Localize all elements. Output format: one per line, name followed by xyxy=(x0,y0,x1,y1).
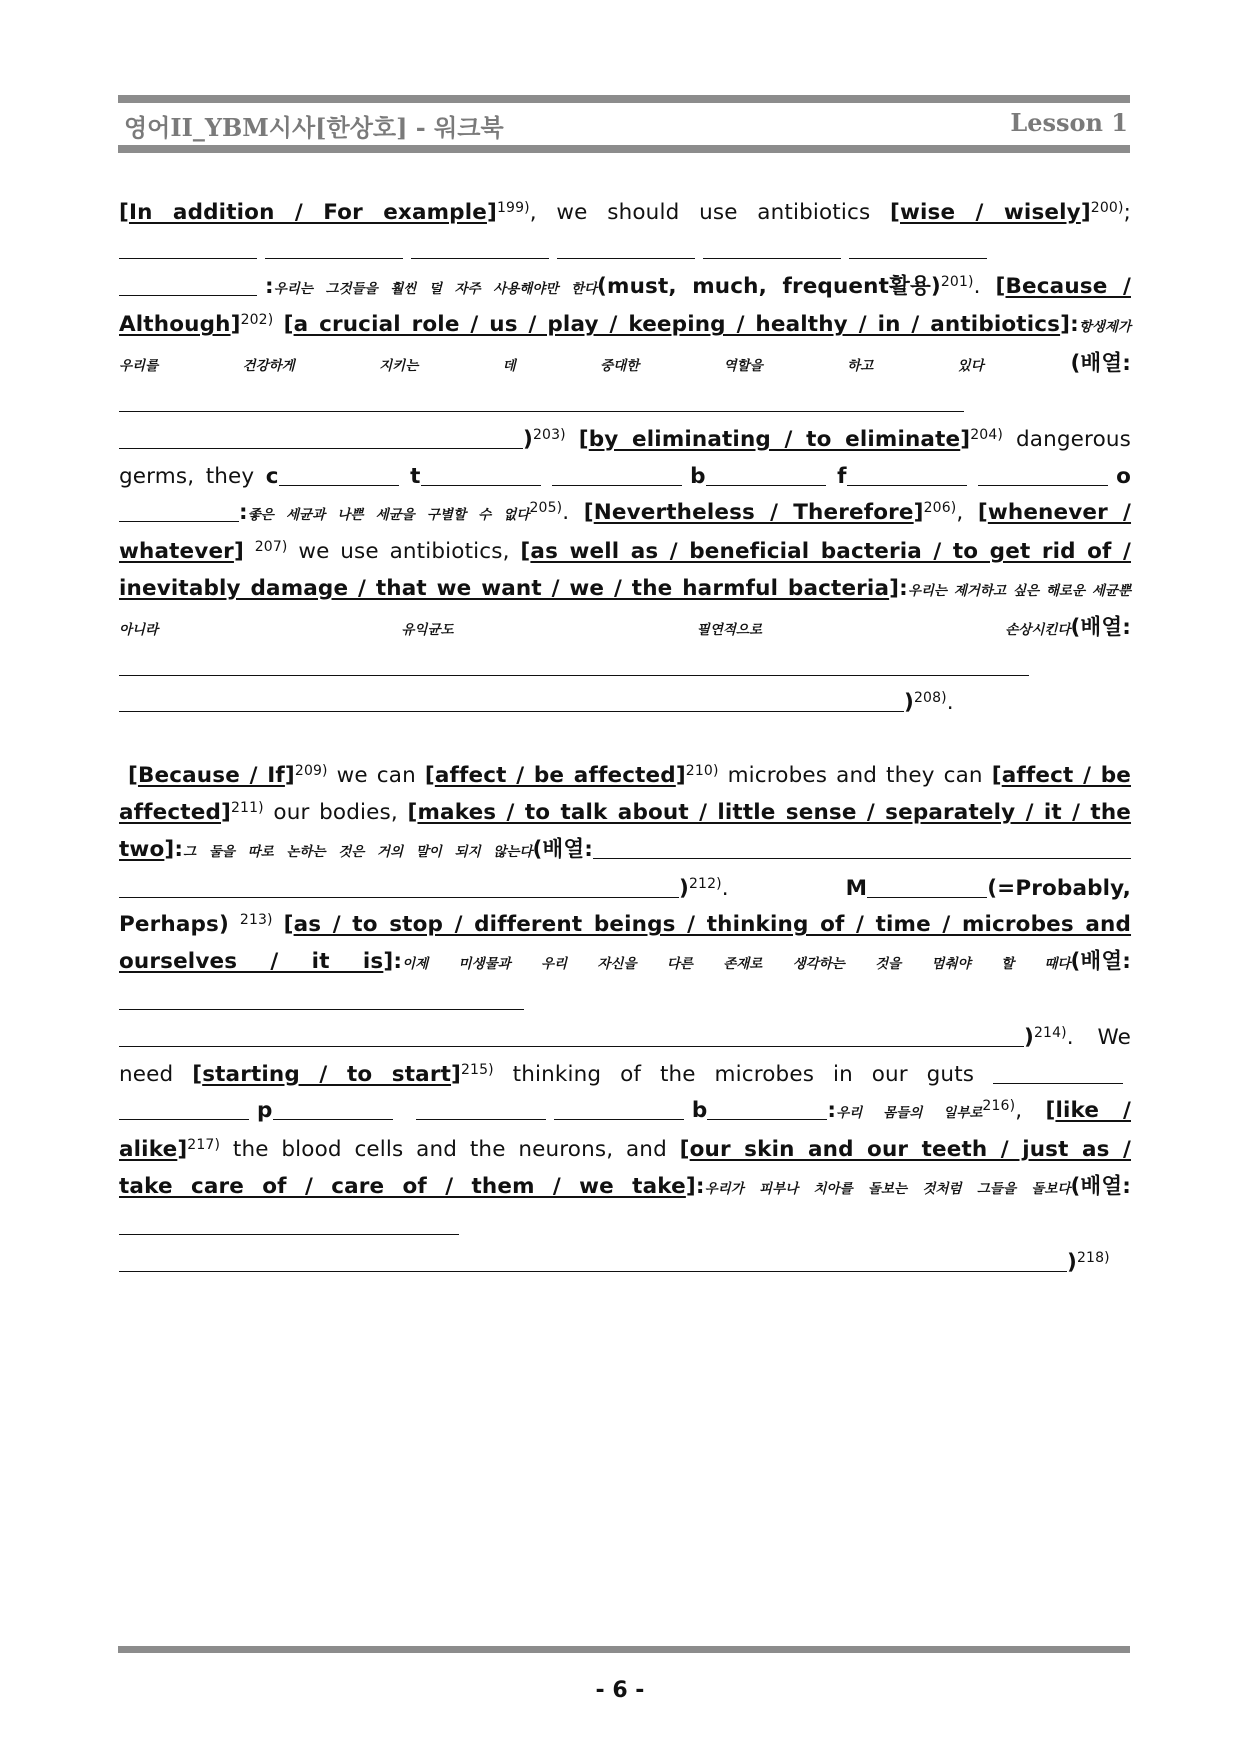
item-number: 206) xyxy=(923,500,957,517)
answer-blank[interactable] xyxy=(265,236,403,259)
answer-blank[interactable] xyxy=(119,236,257,259)
answer-blank[interactable] xyxy=(411,236,549,259)
text: we use antibiotics, xyxy=(287,539,521,565)
close-paren: ) xyxy=(1024,1024,1034,1050)
header-top-rule xyxy=(118,95,1130,103)
item-number: 207) xyxy=(254,539,288,556)
choice-204[interactable]: by eliminating / to eliminate xyxy=(588,426,961,452)
answer-blank[interactable] xyxy=(119,273,257,296)
header-title: 영어II_YBM시사[한상호] - 워크북 xyxy=(124,113,504,142)
item-number: 205) xyxy=(529,500,563,517)
initial-blank-o[interactable]: o xyxy=(119,464,1131,526)
item-number: 201) xyxy=(940,273,974,290)
answer-blank[interactable] xyxy=(554,1097,684,1120)
colon: : xyxy=(265,273,274,299)
text: we can xyxy=(327,763,425,789)
korean-gloss: 우리는 제거하고 싶은 해로운 세균뿐 아니라 유익균도 필연적으로 손상시킨다 xyxy=(119,582,1131,638)
close-paren: ) xyxy=(679,875,689,901)
answer-blank[interactable] xyxy=(849,236,987,259)
choice-200[interactable]: wise / wisely xyxy=(900,200,1081,225)
header-bottom-rule xyxy=(118,145,1130,153)
colon: : xyxy=(827,1098,837,1124)
exercise-paragraph-2: [Because / If]$^{209)}$ we can [affect / be affected]$^{210)}$ microbes and they can [affect / be affected]$^{211)}$ our bodies, [makes / to talk about / little sense / separately / it / the two]:그 둘을 따로 논하는 것은 거의 말이 되지 않는다(배열: )$^{212)}$. M (=Probably, Perhaps) $^{213)}$ [as / to stop / different beings / thinking of / time / microbes and ourselves / it is]:이제 미생물과 우리 자신을 다른 존재로 생각하는 것을 멈춰야 할 때다(배열: )$^{214)}$. We need [starting / to start]$^{215)}$ thinking of the microbes in our guts p b :우리 몸들의 일부로$^{216)}$, [like / alike]$^{217)}$ the blood cells and the neurons, and [our skin and our teeth / just as / take care of / care of / them / we take]:우리가 피부나 치아를 돌보는 것처럼 그들을 돌보다(배열: )$^{218)}$ xyxy=(119,763,1132,1275)
arrange-label: (배열: xyxy=(1070,1173,1132,1199)
arrange-words-203[interactable]: a crucial role / us / play / keeping / healthy / in / antibiotics xyxy=(293,312,1061,338)
arrange-words-218[interactable]: our skin and our teeth / just as / take care of / care of / them / we take xyxy=(119,1137,1131,1199)
korean-gloss: 우리가 피부나 치아를 돌보는 것처럼 그들을 돌보다 xyxy=(704,1180,1071,1197)
answer-line[interactable] xyxy=(119,1212,459,1235)
korean-gloss: 우리 몸들의 일부로 xyxy=(836,1105,983,1122)
item-number: 199) xyxy=(496,200,530,216)
choice-217[interactable]: like / alike xyxy=(119,1098,1131,1163)
answer-blank[interactable] xyxy=(552,463,682,486)
item-number: 200) xyxy=(1090,200,1124,216)
korean-gloss: 이제 미생물과 우리 자신을 다른 존재로 생각하는 것을 멈춰야 할 때다 xyxy=(402,956,1071,973)
item-number: 218) xyxy=(1076,1249,1110,1266)
answer-line[interactable] xyxy=(593,836,1131,859)
choice-199[interactable]: In addition / For example xyxy=(128,200,487,225)
page-number: - 6 - xyxy=(595,1678,645,1703)
colon: : xyxy=(899,575,908,601)
arrange-words-208[interactable]: as well as / beneficial bacteria / to get rid of / inevitably damage / that we want / we / the harmful bacteria xyxy=(119,539,1131,601)
initial-blank-c[interactable]: c xyxy=(266,464,399,489)
answer-blank[interactable] xyxy=(557,236,695,259)
choice-215[interactable]: starting / to start xyxy=(202,1061,452,1087)
item-number: 214) xyxy=(1033,1024,1067,1041)
close-paren: ) xyxy=(904,690,914,716)
choice-210[interactable]: affect / be affected xyxy=(434,763,676,789)
korean-gloss: 그 둘을 따로 논하는 것은 거의 말이 되지 않는다 xyxy=(183,843,533,860)
hint: (=Probably, Perhaps) xyxy=(119,875,1131,938)
korean-gloss: 좋은 세균과 나쁜 세균을 구별할 수 없다 xyxy=(247,507,530,524)
arrange-label: (배열: xyxy=(1070,351,1132,377)
choice-206[interactable]: Nevertheless / Therefore xyxy=(593,500,914,526)
colon: : xyxy=(393,949,403,975)
initial-blank-t[interactable]: t xyxy=(410,464,540,489)
arrange-words-214[interactable]: as / to stop / different beings / thinking of / time / microbes and ourselves / it is xyxy=(119,912,1132,975)
exercise-paragraph-1: [In addition / For example]$^{199)}$, we should use antibiotics [wise / wisely]$^{200)}$; :우리는 그것들을 훨씬 덜 자주 사용해야만 한다(must, much, frequent활용)$^{201)}$. [Because / Although]$^{202)}$ [a crucial role / us / play / keeping / healthy / in / antibiotics]:항생제가 우리를 건강하게 지키는 데 중대한 역할을 하고 있다 (배열: )$^{203)}$ [by eliminating / to eliminate]$^{204)}$ dangerous germs, they c t b f o:좋은 세균과 나쁜 세균을 구별할 수 없다$^{205)}$. [Nevertheless / Therefore]$^{206)}$, [whenever / whatever] $^{207)}$ we use antibiotics, [as well as / beneficial bacteria / to get rid of / inevitably damage / that we want / we / the harmful bacteria]:우리는 제거하고 싶은 해로운 세균뿐 아니라 유익균도 필연적으로 손상시킨다(배열: )$^{208)}$. xyxy=(119,200,1132,716)
item-number: 213) xyxy=(239,912,273,929)
korean-gloss: 항생제가 우리를 건강하게 지키는 데 중대한 역할을 하고 있다 xyxy=(119,319,1131,375)
hint: (must, much, frequent활용) xyxy=(597,273,941,299)
colon: : xyxy=(695,1173,705,1199)
text: dangerous germs, they xyxy=(119,426,1132,489)
footer-rule xyxy=(118,1646,1130,1653)
answer-line[interactable] xyxy=(119,987,524,1010)
text: , we should use antibiotics xyxy=(529,200,891,225)
close-paren: ) xyxy=(1067,1249,1077,1275)
item-number: 215) xyxy=(461,1061,494,1078)
answer-line[interactable] xyxy=(119,875,679,898)
item-number: 211) xyxy=(230,799,264,816)
answer-blank[interactable] xyxy=(993,1061,1123,1084)
initial-blank-p[interactable]: p xyxy=(257,1098,393,1123)
answer-blank[interactable] xyxy=(703,236,841,259)
arrange-label: (배열: xyxy=(1070,614,1131,640)
item-number: 210) xyxy=(685,763,719,780)
arrange-label: (배열: xyxy=(532,836,593,862)
initial-blank-b[interactable]: b xyxy=(690,464,826,489)
item-number: 204) xyxy=(970,426,1004,443)
answer-line[interactable] xyxy=(119,1024,1024,1047)
colon: : xyxy=(174,836,184,862)
close-paren: ) xyxy=(523,426,533,452)
answer-line[interactable] xyxy=(119,389,964,412)
answer-blank[interactable] xyxy=(416,1097,546,1120)
answer-line[interactable] xyxy=(119,653,1029,676)
answer-line[interactable] xyxy=(119,1249,1067,1272)
text: We need xyxy=(119,1024,1131,1087)
worksheet-body xyxy=(119,195,1131,1281)
item-number: 202) xyxy=(240,312,274,329)
arrange-label: (배열: xyxy=(1070,949,1131,975)
colon: : xyxy=(1070,312,1079,338)
text: microbes and they can xyxy=(718,763,992,789)
choice-211[interactable]: affect / be affected xyxy=(119,763,1131,825)
choice-207[interactable]: whenever / whatever xyxy=(119,500,1132,565)
text: thinking of the microbes in our guts xyxy=(493,1061,993,1087)
text: the blood cells and the neurons, and xyxy=(220,1137,680,1163)
answer-line[interactable] xyxy=(119,689,904,712)
item-number: 209) xyxy=(294,763,328,780)
item-number: 212) xyxy=(688,875,722,892)
item-number: 203) xyxy=(532,426,566,443)
answer-line[interactable] xyxy=(119,426,523,449)
text: our bodies, xyxy=(263,799,408,825)
initial-blank-f[interactable]: f xyxy=(837,464,967,489)
answer-blank[interactable] xyxy=(119,1097,249,1120)
arrange-words-212[interactable]: makes / to talk about / little sense / separately / it / the two xyxy=(119,799,1132,862)
korean-gloss: 우리는 그것들을 훨씬 덜 자주 사용해야만 한다 xyxy=(273,280,598,297)
item-number: 208) xyxy=(913,690,947,707)
choice-202[interactable]: Because / Although xyxy=(119,273,1131,338)
initial-blank-b[interactable]: b xyxy=(692,1098,828,1123)
item-number: 216) xyxy=(982,1098,1016,1115)
answer-blank[interactable] xyxy=(978,463,1108,486)
choice-209[interactable]: Because / If xyxy=(137,763,285,789)
initial-blank-m[interactable]: M xyxy=(846,876,988,901)
header-lesson: Lesson 1 xyxy=(1010,108,1128,137)
colon: : xyxy=(239,500,248,526)
item-number: 217) xyxy=(187,1137,221,1154)
